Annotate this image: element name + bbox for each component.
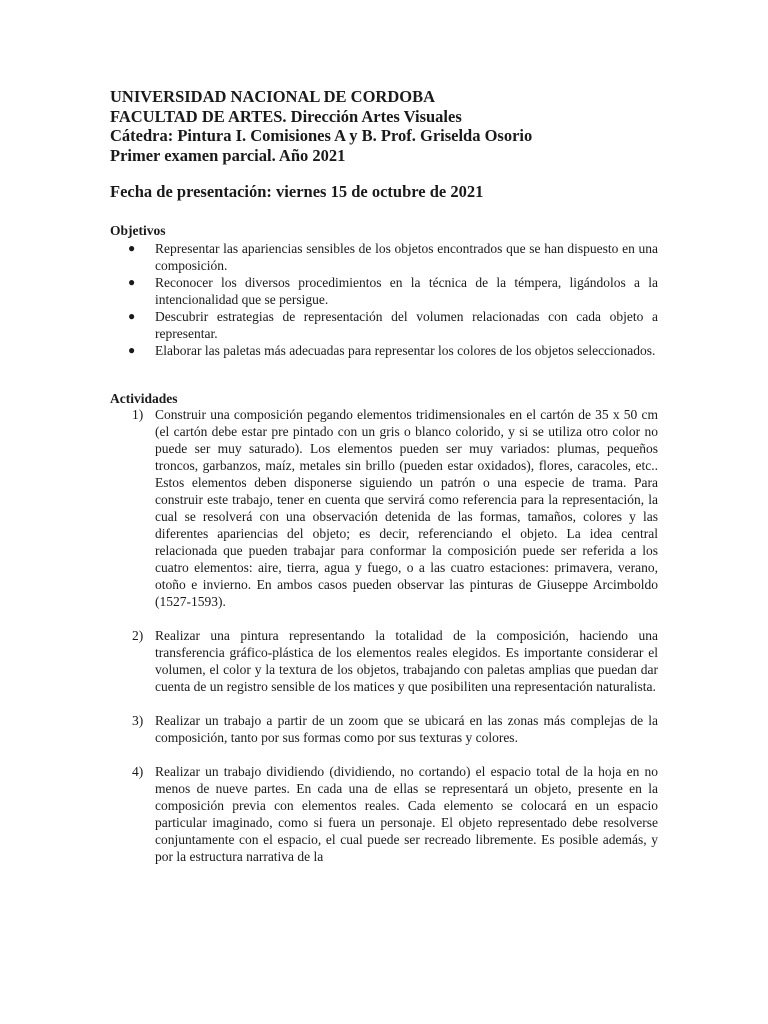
list-item (110, 308, 658, 342)
course-info: Cátedra: Pintura I. Comisiones A y B. Prof. Griselda Osorio (110, 126, 533, 146)
list-item (110, 274, 658, 308)
objetivo-text: Representar las apariencias sensibles de los objetos encontrados que se han dispuesto en una composición. (155, 241, 658, 273)
item-number: 4) (132, 764, 144, 779)
item-number: 1) (132, 407, 144, 422)
actividades-heading: Actividades (110, 391, 178, 406)
list-item (110, 712, 658, 746)
actividad-text: Realizar un trabajo a partir de un zoom que se ubicará en las zonas más complejas de la composición, tanto por sus formas como por sus texturas y colores. (155, 713, 658, 745)
objetivo-text: Descubrir estrategias de representación del volumen relacionadas con cada objeto a representar. (155, 309, 658, 341)
bullet-icon: ● (128, 275, 136, 289)
bullet-icon: ● (128, 309, 136, 323)
document-header (110, 87, 532, 165)
due-date: Fecha de presentación: viernes 15 de octubre de 2021 (110, 182, 484, 201)
actividad-text: Construir una composición pegando elementos tridimensionales en el cartón de 35 x 50 cm (el cartón debe estar pre pintado con un gris o blanco colorido, y si se utiliza otro color no puede ser muy saturado). Los elementos pueden ser muy variados: plumas, pequeños troncos, garbanzos, maíz, metales sin brillo (pueden estar oxidados), flores, caracoles, etc.. Estos elementos deben disponerse siguiendo un patrón o una especie de trama. Para construir este trabajo, tener en cuenta que servirá como referencia para la representación, la cual se resolverá con una observación detenida de las formas, tamaños, colores y las diferentes apariencias del objeto; es decir, referenciando el objeto. La idea central relacionada que pueden trabajar para conformar la composición puede ser referida a los cuatro elementos: aire, tierra, agua y fuego, o a las cuatro estaciones: primavera, verano, otoño e invierno. En ambos casos pueden observar las pinturas de Giuseppe Arcimboldo (1527-1593). (155, 407, 658, 609)
actividades-list (110, 406, 658, 882)
faculty-name: FACULTAD DE ARTES. Dirección Artes Visuales (110, 106, 462, 126)
list-item (110, 763, 658, 865)
objetivo-text: Reconocer los diversos procedimientos en la técnica de la témpera, ligándolos a la intencionalidad que se persigue. (155, 275, 658, 307)
item-number: 2) (132, 628, 144, 643)
item-number: 3) (132, 713, 144, 728)
bullet-icon: ● (128, 241, 136, 255)
objetivos-heading: Objetivos (110, 223, 166, 238)
bullet-icon: ● (128, 343, 136, 357)
list-item (110, 240, 658, 274)
actividad-text: Realizar una pintura representando la totalidad de la composición, haciendo una transferencia gráfico-plástica de los elementos reales elegidos. Es importante considerar el volumen, el color y la textura de los objetos, trabajando con paletas amplias que puedan dar cuenta de un registro sensible de los matices y que posibiliten una representación naturalista. (155, 628, 658, 694)
actividad-text: Realizar un trabajo dividiendo (dividiendo, no cortando) el espacio total de la hoja en no menos de nueve partes. En cada una de ellas se representará un objeto, presente en la composición previa con elementos reales. Cada elemento se colocará en un espacio particular imaginado, como si fuera un personaje. El objeto representado debe resolverse conjuntamente con el espacio, el cual puede ser recreado libremente. Es posible además, y por la estructura narrativa de la (155, 764, 658, 864)
list-item (110, 342, 658, 359)
list-item (110, 627, 658, 695)
list-item (110, 406, 658, 610)
exam-title: Primer examen parcial. Año 2021 (110, 145, 346, 165)
university-name: UNIVERSIDAD NACIONAL DE CORDOBA (110, 87, 435, 106)
objetivos-list (110, 240, 658, 359)
objetivo-text: Elaborar las paletas más adecuadas para representar los colores de los objetos seleccionados. (155, 343, 656, 358)
